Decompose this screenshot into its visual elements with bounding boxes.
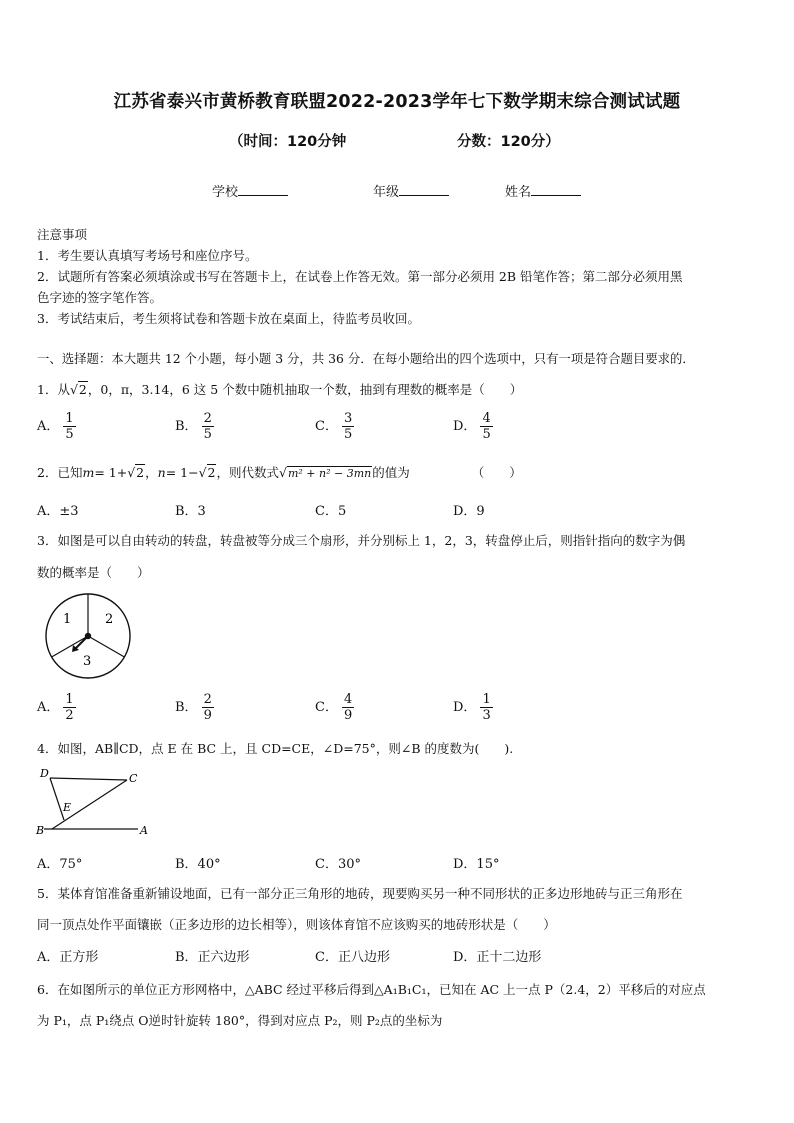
point-label-d: D	[40, 767, 49, 780]
q4-option-c[interactable]: C．30°	[315, 857, 361, 872]
grade-blank[interactable]	[399, 183, 449, 196]
q2-option-a[interactable]: A．±3	[37, 504, 79, 519]
q2-option-d[interactable]: D．9	[453, 504, 485, 519]
q2-option-c[interactable]: C．5	[315, 504, 347, 519]
point-label-b: B	[36, 824, 45, 837]
q1-option-d[interactable]: D． $\frac{4}{5}$	[453, 411, 491, 442]
note-item: 3．考试结束后，考生须将试卷和答题卡放在桌面上，待监考员收回。	[37, 311, 420, 326]
grade-label: 年级	[373, 185, 400, 200]
point-label-a: A	[140, 824, 148, 837]
school-label: 学校	[212, 185, 239, 200]
q5-option-c[interactable]: C．正八边形	[315, 950, 390, 965]
exam-title: 江苏省泰兴市黄桥教育联盟2022-2023学年七下数学期末综合测试试题	[113, 92, 681, 112]
exam-time: （时间：120分钟	[229, 134, 347, 150]
exam-score: 分数：120分）	[457, 134, 560, 150]
q3-option-c[interactable]: C． $\frac{4}{9}$	[315, 692, 353, 723]
sector-label-3: 3	[83, 654, 92, 669]
q4-option-d[interactable]: D．15°	[453, 857, 500, 872]
question-5-line2: 同一顶点处作平面镶嵌（正多边形的边长相等），则该体育馆不应该购买的地砖形状是（ ）	[37, 917, 556, 932]
question-3-line2: 数的概率是（ ）	[37, 565, 150, 580]
sector-label-1: 1	[63, 612, 72, 627]
q5-option-a[interactable]: A．正方形	[37, 950, 99, 965]
q3-option-b[interactable]: B． $\frac{2}{9}$	[175, 692, 212, 723]
question-5-line1: 5．某体育馆准备重新铺设地面，已有一部分正三角形的地砖，现要购买另一种不同形状的正多边形地砖与正三角形在	[37, 886, 683, 901]
question-2: 2．已知m= 1+√2，n= 1−√2，则代数式√m² + n² − 3mn的值为 （ ）	[37, 465, 522, 480]
question-3-line1: 3．如图是可以自由转动的转盘，转盘被等分成三个扇形，并分别标上 1，2，3，转盘停止后，则指针指向的数字为偶	[37, 533, 686, 548]
q5-option-d[interactable]: D．正十二边形	[453, 950, 542, 965]
spinner-figure	[44, 592, 134, 682]
section-heading: 一、选择题：本大题共 12 个小题，每小题 3 分，共 36 分．在每小题给出的四个选项中，只有一项是符合题目要求的．	[37, 351, 695, 366]
note-item: 2．试题所有答案必须填涂或书写在答题卡上，在试卷上作答无效。第一部分必须用 2B 铅笔作答；第二部分必须用黑	[37, 269, 683, 284]
question-6-line1: 6．在如图所示的单位正方形网格中，△ABC 经过平移后得到△A₁B₁C₁，已知在 AC 上一点 P（2.4，2）平移后的对应点	[37, 982, 706, 997]
name-field	[505, 181, 581, 200]
q2-option-b[interactable]: B．3	[175, 504, 206, 519]
point-label-e: E	[63, 801, 72, 814]
point-label-c: C	[129, 772, 138, 785]
school-field	[212, 181, 288, 200]
q1-option-c[interactable]: C． $\frac{3}{5}$	[315, 411, 353, 442]
note-item: 1．考生要认真填写考场号和座位序号。	[37, 248, 258, 263]
question-4: 4．如图，AB∥CD，点 E 在 BC 上，且 CD=CE，∠D=75°，则∠B 的度数为( ).	[37, 741, 514, 756]
q3-option-a[interactable]: A． $\frac{1}{2}$	[37, 692, 74, 723]
notes-heading: 注意事项	[37, 227, 88, 242]
grade-field	[373, 181, 449, 200]
q3-option-d[interactable]: D． $\frac{1}{3}$	[453, 692, 491, 723]
q5-option-b[interactable]: B．正六边形	[175, 950, 250, 965]
sector-label-2: 2	[105, 612, 114, 627]
name-blank[interactable]	[531, 183, 581, 196]
question-1: 1．从√2，0，π，3.14，6 这 5 个数中随机抽取一个数，抽到有理数的概率是（ ）	[37, 382, 523, 397]
question-6-line2: 为 P₁，点 P₁绕点 O逆时针旋转 180°，得到对应点 P₂，则 P₂点的坐标为	[37, 1013, 443, 1028]
name-label: 姓名	[505, 185, 532, 200]
school-blank[interactable]	[238, 183, 288, 196]
parallel-lines-figure	[34, 765, 154, 837]
note-item: 色字迹的签字笔作答。	[37, 290, 163, 305]
q4-option-a[interactable]: A．75°	[37, 857, 83, 872]
q1-option-b[interactable]: B． $\frac{2}{5}$	[175, 411, 212, 442]
sqrt-symbol: √	[69, 382, 78, 397]
q1-option-a[interactable]: A． $\frac{1}{5}$	[37, 411, 74, 442]
q4-option-b[interactable]: B．40°	[175, 857, 221, 872]
